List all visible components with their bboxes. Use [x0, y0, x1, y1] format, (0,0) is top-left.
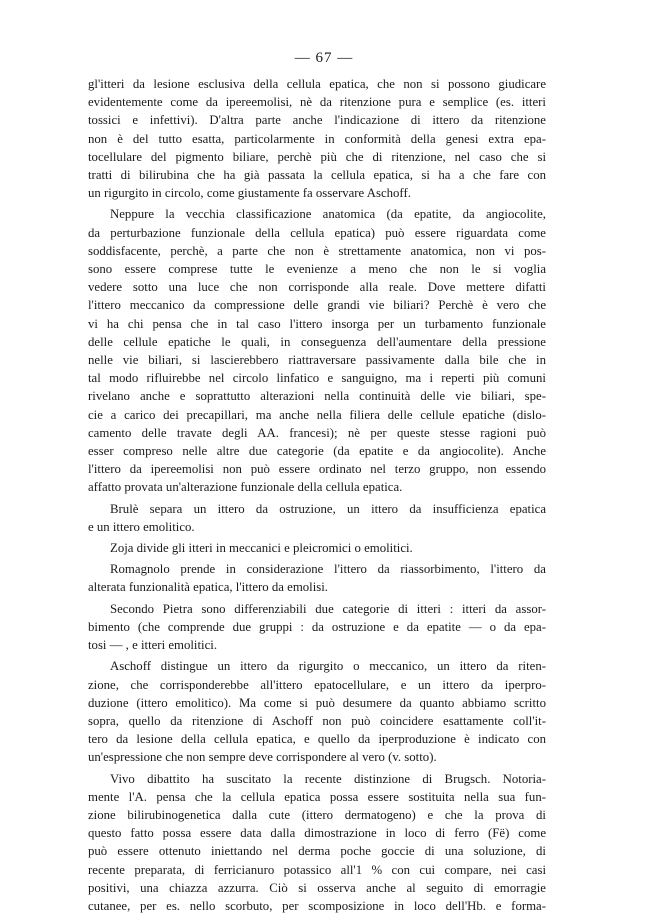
text-line: evidentemente come da ipereemolisi, nè da ritenzione pura e semplice (es. itteri — [88, 95, 546, 110]
text-line: Secondo Pietra sono differenziabili due categorie di itteri : itteri da assor- — [110, 601, 546, 616]
text-line: affatto provata un'alterazione funzionale della cellula epatica. — [88, 480, 403, 495]
text-line: Vivo dibattito ha suscitato la recente distinzione di Brugsch. Notoria- — [110, 771, 546, 786]
text-line: tal modo rifluirebbe nel circolo linfatico e sanguigno, ma i reperti più comuni — [88, 371, 546, 386]
text-line: rivelano anche e soprattutto alterazioni nella continuità delle vie biliari, spe- — [88, 389, 546, 404]
text-line: questo fatto possa essere data dalla dimostrazione in loco di ferro (Fë) come — [88, 826, 546, 841]
text-line: alterata funzionalità epatica, l'ittero da emolisi. — [88, 580, 329, 595]
text-line: Romagnolo prende in considerazione l'ittero da riassorbimento, l'ittero da — [110, 562, 546, 577]
text-line: bimento (che comprende due gruppi : da ostruzione e da epatite — o da epa- — [88, 619, 546, 634]
page-number: — 67 — — [294, 50, 354, 66]
text-line: non è del tutto esatta, particolarmente in conformità della genesi extra epa- — [88, 131, 546, 146]
text-line: duzione (ittero emolitico). Ma come si può desumere da quanto abbiamo scritto — [88, 695, 546, 710]
text-line: zione bilirubinogenetica dalla cute (ittero dermatogeno) e che la prova di — [88, 807, 546, 822]
text-line: un'espressione che non sempre deve corrispondere al vero (v. sotto). — [88, 750, 437, 765]
text-line: esser compreso nelle altre due categorie (da epatite e da angiocolite). Anche — [88, 444, 546, 459]
paragraph — [88, 500, 546, 536]
text-line: Aschoff distingue un ittero da rigurgito o meccanico, un ittero da riten- — [110, 659, 546, 674]
text-line: un rigurgito in circolo, come giustamente fa osservare Aschoff. — [88, 186, 411, 201]
text-line: soddisfacente, perchè, a parte che non è strettamente anatomica, non vi pos- — [88, 243, 546, 258]
text-line: recente preparata, di ferricianuro potassico all'1 % con cui compare, nei casi — [88, 862, 546, 877]
text-line: vedere sotto una luce che non corrisponde alla reale. Dove mettere difatti — [88, 280, 546, 295]
paragraph — [88, 75, 546, 202]
text-line: tosi — , e itteri emolitici. — [88, 638, 218, 653]
text-line: l'ittero meccanico da compressione delle grandi vie biliari? Perchè è vero che — [88, 298, 546, 313]
text-line: delle cellule epatiche le quali, in conseguenza dell'aumentare della pressione — [88, 334, 546, 349]
text-line: mente l'A. pensa che la cellula epatica possa essere sostituita nella sua fun- — [88, 789, 546, 804]
paragraph — [88, 770, 546, 915]
text-line: tocellulare del pigmento biliare, perchè più che di ritenzione, nel caso che si — [88, 149, 546, 164]
text-line: vi ha chi pensa che in tal caso l'ittero insorga per un turbamento funzionale — [88, 316, 546, 331]
text-line: Neppure la vecchia classificazione anatomica (da epatite, da angiocolite, — [110, 207, 546, 222]
paragraph — [88, 539, 546, 557]
paragraph — [88, 560, 546, 596]
text-line: sono essere comprese tutte le evenienze a meno che non le si voglia — [88, 262, 546, 277]
text-line: tratti di bilirubina che ha già passata la cellula epatica, si ha a che fare con — [88, 168, 546, 183]
text-line: zione, che corrisponderebbe all'ittero epatocellulare, e un ittero da iperpro- — [88, 677, 546, 692]
text-line: l'ittero da ipereemolisi non può essere ordinato nel terzo gruppo, non essendo — [88, 462, 546, 477]
body-text — [88, 75, 546, 915]
text-line: nelle vie biliari, si lascierebbero riattraversare passivamente dalla bile che in — [88, 353, 546, 368]
paragraph-continuation — [88, 224, 546, 497]
text-line: tossici e infettivi). D'altra parte anche l'indicazione di ittero da ritenzione — [88, 113, 546, 128]
text-line: sopra, quello da ritenzione di Aschoff non può coincidere esattamente coll'it- — [88, 713, 546, 728]
text-line: positivi, una chiazza azzurra. Ciò si osserva anche al seguito di emorragie — [88, 880, 546, 895]
text-line: camento delle travate degli AA. francesi); nè per queste stesse ragioni può — [88, 425, 546, 440]
text-line: può essere ottenuto iniettando nel derma poche goccie di una soluzione, di — [88, 844, 546, 859]
text-line: cie a carico dei precapillari, ma anche nella filiera delle cellule epatiche (dislo- — [88, 407, 546, 422]
text-line: Zoja divide gli itteri in meccanici e pleicromici o emolitici. — [110, 541, 413, 556]
text-line: tero da lesione della cellula epatica, e quello da iperproduzione è indicato con — [88, 732, 546, 747]
paragraph — [88, 657, 546, 766]
text-line: cutanee, per es. nello scorbuto, per scomposizione in loco dell'Hb. e forma- — [88, 898, 546, 913]
text-line: gl'itteri da lesione esclusiva della cellula epatica, che non si possono giudicare — [88, 77, 546, 91]
text-line: Brulè separa un ittero da ostruzione, un ittero da insufficienza epatica — [110, 501, 546, 516]
text-line: da perturbazione funzionale della cellula epatica) può essere riguardata come — [88, 225, 546, 240]
paragraph — [88, 205, 546, 223]
text-line: e un ittero emolitico. — [88, 519, 195, 534]
paragraph — [88, 600, 546, 655]
